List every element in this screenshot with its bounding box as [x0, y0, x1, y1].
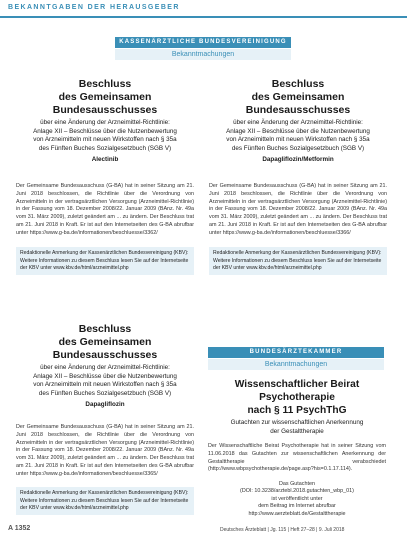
beschluss-sub: des Fünften Buches Sozialgesetzbuch (SGB V)	[38, 389, 172, 397]
beschluss-sub: von Arzneimitteln mit neuen Wirkstoffen nach § 35a	[33, 136, 177, 144]
drug-name: Dapagliflozin/Metformin	[262, 156, 334, 164]
beschluss-sub: über eine Änderung der Arzneimittel-Richtlinie:	[40, 364, 170, 371]
beschluss-body: Der Gemeinsame Bundesausschuss (G-BA) hat in seiner Sitzung am 21. Juni 2018 beschlossen, die Richtlinie über die Verordnung von Arzneimitteln in der vertragsärztlichen Versorgung (Arzneimittel-Richtlinie) in der Fassung vom 18. Dezember 2008/22. Januar 2009 (BAnz. Nr. 49a vom 31. März 2009), zuletzt geändert am ... zu ändern. Der Beschluss trat am 21. Juni 2018 in Kraft. Er ist auf den Internetseiten des G-BA abrufbar unter https://www.g-ba.de/informationen/beschluesse/3366/	[209, 183, 387, 236]
beschluss-title: Beschluss	[78, 78, 132, 90]
beirat-section	[208, 378, 386, 518]
page-number: A 1352	[8, 525, 31, 532]
beschluss-sub: von Arzneimitteln mit neuen Wirkstoffen nach § 35a	[33, 381, 177, 389]
beirat-link[interactable]: http://www.aerzteblatt.de/Gestalttherapie	[248, 510, 346, 517]
kbv-subbanner: Bekanntmachungen	[115, 49, 291, 60]
beschluss-sub: des Fünften Buches Sozialgesetzbuch (SGB V)	[231, 144, 365, 152]
kbv-note: Redaktionelle Anmerkung der Kassenärztlichen Bundesvereinigung (KBV): Weitere Informationen zu diesem Beschluss lesen Sie auf der Internetseite der KBV unter www.kbv.de/html/arzneimittel.php	[16, 247, 194, 275]
section-title: BEKANNTGABEN DER HERAUSGEBER	[8, 4, 180, 11]
beschluss-title: Beschluss	[271, 78, 325, 90]
beschluss-sub: des Fünften Buches Sozialgesetzbuch (SGB V)	[38, 144, 172, 152]
bpk-banner: BUNDESÄRZTEKAMMER	[208, 347, 384, 358]
beschluss-title-2: des Gemeinsamen Bundesausschusses	[52, 336, 158, 361]
header-rule	[0, 16, 407, 18]
beirat-center-line: ist veröffentlicht unter	[271, 495, 323, 502]
beirat-center-line: dem Beitrag im Internet abrufbar	[258, 503, 336, 510]
beschluss-title: Beschluss	[78, 323, 132, 335]
beschluss-body: Der Gemeinsame Bundesausschuss (G-BA) hat in seiner Sitzung am 21. Juni 2018 beschlossen, die Richtlinie über die Verordnung von Arzneimitteln in der vertragsärztlichen Versorgung (Arzneimittel-Richtlinie) in der Fassung vom 18. Dezember 2008/22. Januar 2009 (BAnz. Nr. 49a vom 31. März 2009), zuletzt geändert am ... zu ändern. Der Beschluss trat am 21. Juni 2018 in Kraft. Er ist auf den Internetseiten des G-BA abrufbar unter https://www.g-ba.de/informationen/beschluesse/3362/	[16, 183, 194, 236]
kbv-note: Redaktionelle Anmerkung der Kassenärztlichen Bundesvereinigung (KBV): Weitere Informationen zu diesem Beschluss lesen Sie auf der Internetseite der KBV unter www.kbv.de/html/arzneimittel.php	[16, 487, 194, 515]
bpk-subbanner: Bekanntmachungen	[208, 359, 384, 370]
beschluss-title-2: des Gemeinsamen Bundesausschusses	[52, 91, 158, 116]
beschluss-sub: Anlage XII – Beschlüsse über die Nutzenbewertung	[226, 127, 370, 135]
beschluss-sub: über eine Änderung der Arzneimittel-Richtlinie:	[40, 119, 170, 126]
beschluss-dapagliflozin	[16, 323, 194, 515]
kbv-note: Redaktionelle Anmerkung der Kassenärztlichen Bundesvereinigung (KBV): Weitere Informationen zu diesem Beschluss lesen Sie auf der Internetseite der KBV unter www.kbv.de/html/arzneimittel.php	[209, 247, 387, 275]
drug-name: Dapagliflozin	[85, 401, 125, 409]
drug-name: Alectinib	[91, 156, 119, 164]
beschluss-title-2: des Gemeinsamen Bundesausschusses	[245, 91, 351, 116]
beschluss-sub: über eine Änderung der Arzneimittel-Richtlinie:	[233, 119, 363, 126]
beirat-sub: Gutachten zur wissenschaftlichen Anerkennung	[230, 419, 364, 426]
beschluss-dapagliflozin-metformin	[209, 78, 387, 275]
journal-citation: Deutsches Ärzteblatt | Jg. 115 | Heft 27–28 | 9. Juli 2018	[220, 527, 345, 533]
beirat-center-line: Das Gutachten	[279, 481, 315, 487]
beschluss-sub: Anlage XII – Beschlüsse über die Nutzenbewertung	[33, 127, 177, 135]
beschluss-sub: von Arzneimitteln mit neuen Wirkstoffen nach § 35a	[226, 136, 370, 144]
beirat-body: Der Wissenschaftliche Beirat Psychotherapie hat in seiner Sitzung vom 11.06.2018 das Gutachten zur wissenschaftlichen Anerkennung der Gestalttherapie verabschiedet (http://www.wbpsychotherapie.de/page.asp?his=0.1.17.114).	[208, 443, 386, 473]
beirat-title: Wissenschaftlicher Beirat Psychotherapie	[234, 379, 360, 403]
beirat-center-line: (DOI: 10.3238/arztebl.2018.gutachten_wbp_01)	[240, 488, 354, 495]
beschluss-alectinib	[16, 78, 194, 275]
kbv-banner: KASSENÄRZTLICHE BUNDESVEREINIGUNG	[115, 37, 291, 48]
beschluss-body: Der Gemeinsame Bundesausschuss (G-BA) hat in seiner Sitzung am 21. Juni 2018 beschlossen, die Richtlinie über die Verordnung von Arzneimitteln in der vertragsärztlichen Versorgung (Arzneimittel-Richtlinie) in der Fassung vom 18. Dezember 2008/22. Januar 2009 (BAnz. Nr. 49a vom 31. März 2009), zuletzt geändert am ... zu ändern. Der Beschluss trat am 21. Juni 2018 in Kraft. Er ist auf den Internetseiten des G-BA abrufbar unter https://www.g-ba.de/informationen/beschluesse/3365/	[16, 424, 194, 477]
beirat-title-2: nach § 11 PsychThG	[247, 405, 347, 416]
beschluss-sub: Anlage XII – Beschlüsse über die Nutzenbewertung	[33, 372, 177, 380]
beirat-sub: der Gestalttherapie	[270, 427, 324, 435]
